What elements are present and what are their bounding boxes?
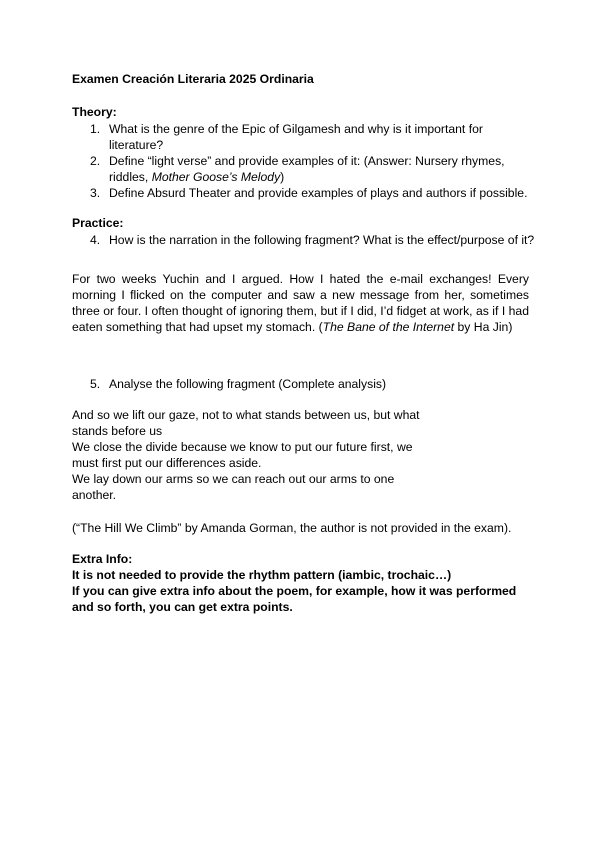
extra-info-line: It is not needed to provide the rhythm pattern (iambic, trochaic…) [72, 568, 452, 582]
poem-source: (“The Hill We Climb” by Amanda Gorman, the author is not provided in the exam). [72, 521, 512, 535]
extra-info-text [72, 567, 532, 615]
fragment-source-title: The Bane of the Internet [322, 320, 455, 334]
theory-list [90, 121, 535, 201]
poem-line: must first put our differences aside. [72, 456, 262, 470]
extra-info-line: If you can give extra info about the poem, for example, how it was performed and so forth, you can get extra points. [72, 584, 517, 614]
list-item-text-end: ) [280, 170, 285, 184]
fragment-text: For two weeks Yuchin and I argued. How I hated the e-mail exchanges! Every morning I flicked on the computer and saw a new message from her, sometimes three or four. I often thought of ignoring them, but if I did, I’d fidget at work, as if I had eaten something that had upset my stomach. ( [72, 272, 529, 334]
list-item-text: Define “light verse” and provide examples of it: (Answer: Nursery rhymes, riddles, [109, 154, 505, 184]
list-item-text: Define Absurd Theater and provide examples of plays and authors if possible. [109, 186, 528, 200]
list-number: 3. [90, 186, 101, 200]
list-number: 4. [90, 233, 101, 247]
poem-line: We lay down our arms so we can reach out our arms to one [72, 472, 395, 486]
theory-heading: Theory: [72, 105, 117, 119]
poem-line: We close the divide because we know to put our future first, we [72, 440, 413, 454]
poem-line: another. [72, 488, 117, 502]
poem-line: And so we lift our gaze, not to what stands between us, but what [72, 408, 420, 422]
list-number: 1. [90, 122, 101, 136]
list-item-text: Analyse the following fragment (Complete analysis) [109, 377, 387, 391]
list-item [90, 232, 535, 248]
list-item [90, 185, 535, 201]
analyse-list [90, 376, 535, 392]
list-item-text: How is the narration in the following fragment? What is the effect/purpose of it? [109, 233, 535, 247]
practice-list [90, 232, 535, 248]
italic-title: Mother Goose’s Melody [151, 170, 281, 184]
list-number: 2. [90, 154, 101, 168]
prose-fragment [72, 271, 529, 335]
list-item [90, 153, 535, 185]
exam-title: Examen Creación Literaria 2025 Ordinaria [72, 72, 314, 86]
list-item [90, 121, 535, 153]
fragment-source-author: by Ha Jin) [454, 320, 513, 334]
poem-line: stands before us [72, 424, 163, 438]
list-number: 5. [90, 377, 101, 391]
list-item-text: What is the genre of the Epic of Gilgamesh and why is it important for literature? [109, 122, 483, 152]
extra-info-heading: Extra Info: [72, 552, 133, 566]
poem-fragment [72, 407, 432, 503]
list-item [90, 376, 535, 392]
practice-heading: Practice: [72, 216, 124, 230]
